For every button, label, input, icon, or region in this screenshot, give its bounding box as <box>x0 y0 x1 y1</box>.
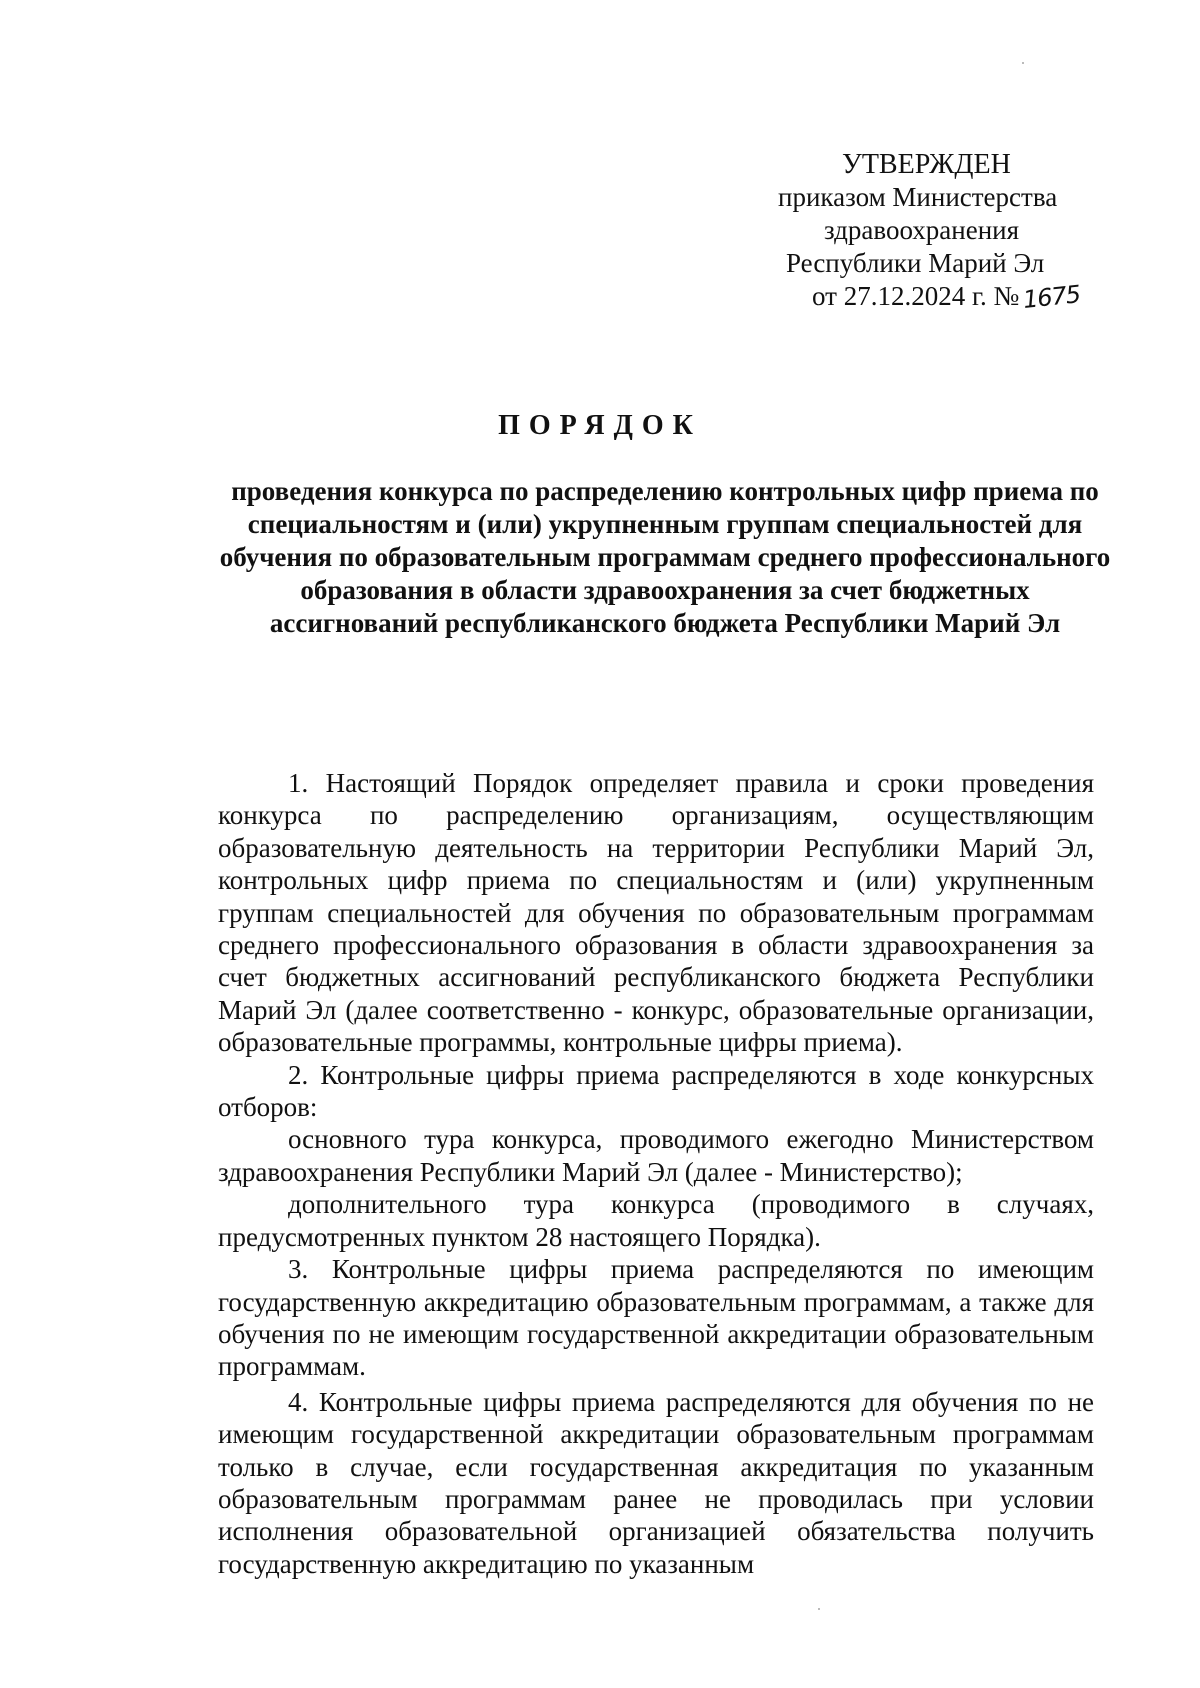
paragraph-2-additional-round: дополнительного тура конкурса (проводимого в случаях, предусмотренных пунктом 28 настоящего Порядка). <box>218 1189 1094 1252</box>
approval-line-republic: Республики Марий Эл <box>786 248 1045 278</box>
approval-title: УТВЕРЖДЕН <box>842 149 1011 180</box>
approval-line-order: приказом Министерства <box>778 182 1058 212</box>
paragraph-2: 2. Контрольные цифры приема распределяются в ходе конкурсных отборов: <box>218 1059 1094 1123</box>
approval-line-ministry: здравоохранения <box>824 215 1020 245</box>
document-title: ПОРЯДОК <box>498 410 702 441</box>
document-body <box>218 767 1094 1580</box>
approval-date-text: от 27.12.2024 г. № <box>812 281 1020 311</box>
approval-line-date <box>700 280 1090 314</box>
paragraph-4: 4. Контрольные цифры приема распределяются для обучения по не имеющим государственной аккредитации образовательным программам только в случае, если государственная аккредитация по указанным образовательным программам ранее не проводилась при условии исполнения образовательной организацией обязательства получить государственную аккредитацию по указанным <box>218 1386 1094 1579</box>
document-subtitle: проведения конкурса по распределению контрольных цифр приема по специальностям и (или) укрупненным группам специальностей для обучения по образовательным программам среднего профессионального образования в области здравоохранения за счет бюджетных ассигнований республиканского бюджета Республики Марий Эл <box>219 476 1111 638</box>
approval-stamp <box>700 148 1090 314</box>
scan-dot <box>818 1608 820 1610</box>
handwritten-order-number: 1675 <box>1021 280 1082 314</box>
paragraph-1: 1. Настоящий Порядок определяет правила и сроки проведения конкурса по распределению организациям, осуществляющим образовательную деятельность на территории Республики Марий Эл, контрольных цифр приема по специальностям и (или) укрупненным группам специальностей для обучения по образовательным программам среднего профессионального образования в области здравоохранения за счет бюджетных ассигнований республиканского бюджета Республики Марий Эл (далее соответственно - конкурс, образовательные организации, образовательные программы, контрольные цифры приема). <box>218 768 1094 1058</box>
paragraph-3: 3. Контрольные цифры приема распределяются по имеющим государственную аккредитацию образовательным программам, а также для обучения по не имеющим государственной аккредитации образовательным программам. <box>218 1254 1094 1382</box>
scan-dot <box>1022 62 1024 64</box>
paragraph-2-main-round: основного тура конкурса, проводимого ежегодно Министерством здравоохранения Республики Марий Эл (далее - Министерство); <box>218 1124 1094 1187</box>
